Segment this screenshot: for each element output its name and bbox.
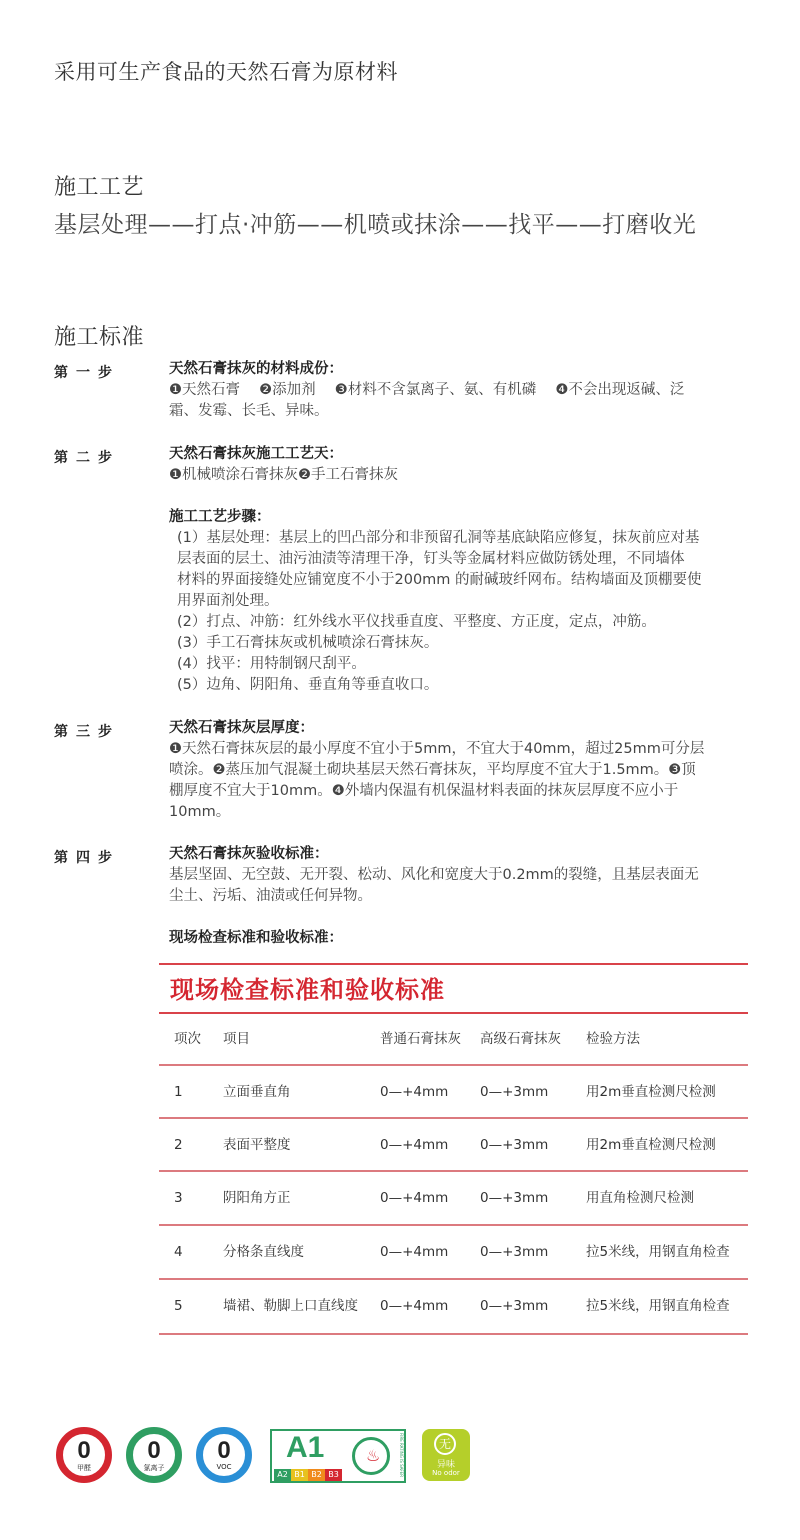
table-cell: 4: [174, 1244, 183, 1260]
step-line: ❶天然石膏 ❷添加剂 ❸材料不含氯离子、氨、有机磷 ❹不会出现返碱、泛: [169, 382, 685, 398]
badge-number: 0: [147, 1437, 161, 1464]
step-label: 第二步: [54, 450, 120, 466]
procedure-content: [169, 507, 749, 696]
flame-icon: ♨: [366, 1446, 381, 1465]
table-row: [159, 1066, 748, 1118]
inspection-title: 现场检查标准和验收标准：: [169, 930, 343, 946]
step-label: 第四步: [54, 850, 120, 866]
table-cell: 3: [174, 1190, 183, 1206]
step-label: 第三步: [54, 724, 120, 740]
step-title: 天然石膏抹灰层厚度：: [169, 720, 314, 736]
table-cell: 1: [174, 1084, 183, 1100]
inspection-label: [169, 928, 749, 949]
voc-free-badge: [196, 1427, 252, 1483]
table-cell: 0—+3mm: [480, 1084, 549, 1100]
table-divider: [159, 1333, 748, 1335]
table-cell: 分格条直线度: [223, 1244, 304, 1260]
table-header-cell: 普通石膏抹灰: [380, 1031, 461, 1047]
fire-rating-main: A1: [286, 1431, 325, 1464]
table-cell: 0—+3mm: [480, 1244, 549, 1260]
table-cell: 0—+3mm: [480, 1137, 549, 1153]
table-cell: 0—+3mm: [480, 1190, 549, 1206]
step-line: 基层坚固、无空鼓、无开裂、松动、风化和宽度大于0.2mm的裂缝，且基层表面无: [169, 867, 699, 883]
table-header-cell: 项次: [174, 1031, 201, 1047]
process-heading: 施工工艺: [54, 175, 145, 200]
grade-b3: B3: [325, 1469, 342, 1481]
formaldehyde-free-badge: [56, 1427, 112, 1483]
table-title: 现场检查标准和验收标准: [170, 976, 445, 1004]
table-row: [159, 1280, 748, 1332]
table-header-row: [159, 1013, 748, 1065]
step-1-content: [169, 359, 749, 422]
table-header-cell: 高级石膏抹灰: [480, 1031, 561, 1047]
table-cell: 用直角检测尺检测: [586, 1190, 694, 1206]
table-cell: 用2m垂直检测尺检测: [586, 1137, 716, 1153]
step-line: ❶机械喷涂石膏抹灰❷手工石膏抹灰: [169, 467, 398, 483]
standard-heading: 施工标准: [54, 325, 145, 350]
table-cell: 2: [174, 1137, 183, 1153]
table-row: [159, 1226, 748, 1278]
procedure-line: 材料的界面接缝处应铺宽度不小于200mm 的耐碱玻纤网布。结构墙面及顶棚要使: [177, 572, 702, 588]
no-odor-icon: 无: [434, 1433, 456, 1455]
step-line: ❶天然石膏抹灰层的最小厚度不宜小于5mm，不宜大于40mm，超过25mm可分层: [169, 741, 705, 757]
grade-a2: A2: [274, 1469, 291, 1481]
procedure-line: (3）手工石膏抹灰或机械喷涂石膏抹灰。: [177, 635, 439, 651]
table-row: [159, 1119, 748, 1171]
no-fire-icon: [352, 1437, 390, 1475]
table-cell: 拉5米线，用钢直角检查: [586, 1298, 730, 1314]
badge-label: 氯离子: [143, 1464, 165, 1472]
table-cell: 阴阳角方正: [223, 1190, 291, 1206]
procedure-line: 用界面剂处理。: [177, 593, 279, 609]
step-line: 霜、发霉、长毛、异味。: [169, 403, 329, 419]
step-2-content: [169, 444, 749, 486]
table-cell: 拉5米线，用钢直角检查: [586, 1244, 730, 1260]
step-title: 天然石膏抹灰的材料成份：: [169, 361, 343, 377]
procedure-line: (5）边角、阴阳角、垂直角等垂直收口。: [177, 677, 439, 693]
table-top-rule: [159, 963, 748, 965]
table-cell: 表面平整度: [223, 1137, 291, 1153]
process-flow: 基层处理——打点·冲筋——机喷或抹涂——找平——打磨收光: [54, 212, 697, 238]
step-title: 天然石膏抹灰施工工艺天：: [169, 446, 343, 462]
table-cell: 0—+4mm: [380, 1298, 449, 1314]
step-label: 第一步: [54, 365, 120, 381]
table-header-cell: 检验方法: [586, 1031, 640, 1047]
table-cell: 5: [174, 1298, 183, 1314]
badge-label: VOC: [216, 1463, 232, 1471]
no-odor-en: No odor: [432, 1469, 460, 1477]
certification-badges: [54, 1425, 484, 1485]
step-line: 尘土、污垢、油渍或任何异物。: [169, 888, 372, 904]
table-cell: 0—+4mm: [380, 1137, 449, 1153]
grade-b1: B1: [291, 1469, 308, 1481]
grade-b2: B2: [308, 1469, 325, 1481]
step-title: 天然石膏抹灰验收标准：: [169, 846, 329, 862]
badge-number: 0: [77, 1437, 91, 1464]
fire-rating-badge: [270, 1429, 406, 1483]
no-odor-badge: [422, 1429, 470, 1481]
fire-rating-side-text: FIRE RATING IS SAFER: [399, 1433, 404, 1478]
step-4-content: [169, 844, 749, 907]
procedure-title: 施工工艺步骤：: [169, 509, 271, 525]
table-row: [159, 1172, 748, 1224]
table-cell: 0—+4mm: [380, 1190, 449, 1206]
step-line: 10mm。: [169, 804, 231, 820]
no-odor-label: 异味: [436, 1460, 455, 1470]
table-cell: 墙裙、勒脚上口直线度: [223, 1298, 358, 1314]
table-cell: 立面垂直角: [223, 1084, 291, 1100]
procedure-line: 层表面的层土、油污油渍等清理干净，钉头等金属材料应做防锈处理，不同墙体: [177, 551, 685, 567]
procedure-line: (1）基层处理：基层上的凹凸部分和非预留孔洞等基底缺陷应修复，抹灰前应对基: [177, 530, 700, 546]
step-3-content: [169, 718, 749, 823]
table-cell: 用2m垂直检测尺检测: [586, 1084, 716, 1100]
table-cell: 0—+4mm: [380, 1084, 449, 1100]
fire-rating-scale: [274, 1469, 346, 1481]
step-line: 喷涂。❷蒸压加气混凝土砌块基层天然石膏抹灰，平均厚度不宜大于1.5mm。❸顶: [169, 762, 696, 778]
procedure-line: (4）找平：用特制钢尺刮平。: [177, 656, 366, 672]
chloride-free-badge: [126, 1427, 182, 1483]
table-header-cell: 项目: [223, 1031, 250, 1047]
step-line: 棚厚度不宜大于10mm。❹外墙内保温有机保温材料表面的抹灰层厚度不应小于: [169, 783, 679, 799]
table-cell: 0—+3mm: [480, 1298, 549, 1314]
badge-label: 甲醛: [77, 1464, 91, 1472]
page-title: 采用可生产食品的天然石膏为原材料: [54, 60, 398, 84]
procedure-line: (2）打点、冲筋：红外线水平仪找垂直度、平整度、方正度，定点，冲筋。: [177, 614, 656, 630]
table-cell: 0—+4mm: [380, 1244, 449, 1260]
badge-number: 0: [217, 1437, 231, 1464]
